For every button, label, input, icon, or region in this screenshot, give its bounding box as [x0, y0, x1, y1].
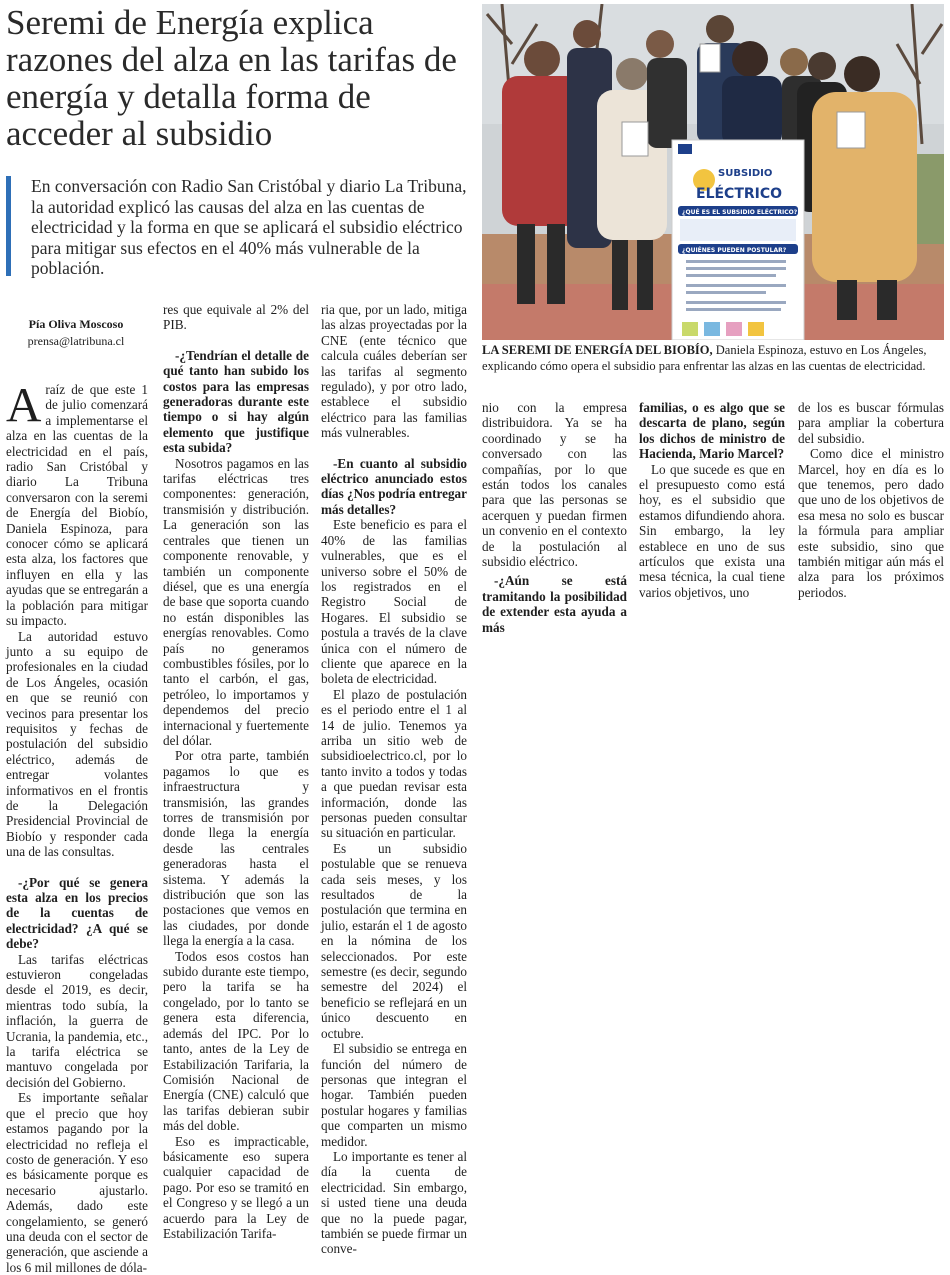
author-email[interactable]: prensa@latribuna.cl — [27, 334, 125, 348]
caption-lead: LA SEREMI DE ENERGÍA DEL BIOBÍO, — [482, 343, 713, 357]
paragraph-text: raíz de que este 1 de julio comenzará a implementarse el alza en las cuentas de la electricidad en el país, radio San Cristóbal y diario La Tribuna conversaron con la seremi de Energía del Biobío, Daniela Espinoza, para conocer cómo se aplicará esta alza, los factores que influyen en ella y las ayudas que se entregarán a la población para mitigar su impacto. — [6, 382, 148, 629]
column-1 — [6, 377, 148, 1275]
caption-text: Daniela Espinoza, estuvo en Los Ángeles, explicando cómo opera el subsidio para enfrentar las alzas en las cuentas de electricidad. — [482, 343, 927, 373]
paragraph: Nosotros pagamos en las tarifas eléctricas tres componentes: generación, transmisión y distribución. La generación son las centrales que tienen un componente renovable, y también un componente diésel, que es una energía de base que soporta cuando no están disponibles las energías renovables. Como país no generamos combustibles fósiles, por lo tanto el carbón, el gas, petróleo, lo importamos y dependemos del precio internacional y fuertemente del dólar. — [163, 455, 309, 748]
paragraph: Lo que sucede es que en el presupuesto como está hoy, es el subsidio que estamos difundiendo ahora. Sin embargo, la ley establece en uno de sus artículos que exista una mesa técnica, la cual tiene varios objetivos, uno — [639, 461, 785, 600]
drop-cap: A — [6, 377, 42, 432]
paragraph: La autoridad estuvo junto a su equipo de profesionales en la ciudad de Los Ángeles, ocasión en que se reunió con vecinos para presentar los requisitos y fechas de postulación del subsidio eléctrico, además de entregar volantes informativos en el frontis de la Delegación Presidencial Provincial de Biobío y responder cada una de las consultas. — [6, 628, 148, 860]
photo-caption — [482, 343, 944, 374]
column-4 — [482, 400, 627, 635]
interview-question: -¿Por qué se genera esta alza en los precios de la cuentas de electricidad? ¿A qué se debe? — [6, 874, 148, 952]
byline — [6, 316, 146, 350]
paragraph: Este beneficio es para el 40% de las familias vulnerables, que es el universo sobre el 50% de los registrados en el Registro Social de Hogares. El subsidio se postula a través de la clave única con el número de cliente que aparece en la boleta de electricidad. — [321, 517, 467, 687]
sign-question-2: ¿QUIÉNES PUEDEN POSTULAR? — [682, 247, 787, 254]
paragraph: Lo importante es tener al día la cuenta de electricidad. Sin embargo, si usted tiene una deuda que no la puede pagar, también se puede firmar un conve- — [321, 1148, 467, 1257]
paragraph: res que equivale al 2% del PIB. — [163, 302, 309, 333]
subsidio-sign — [672, 140, 804, 340]
paragraph: Es importante señalar que el precio que hoy estamos pagando por la electricidad no refleja el costo de generación. Y eso es básicamente porque es necesario ajustarlo. Además, dado este congelamiento, se generó una deuda con el sector de generación, que asciende a los 6 mil millones de dóla- — [6, 1090, 148, 1275]
paragraph: El subsidio se entrega en función del número de personas que integran el hogar. También pueden postular hogares y familias que comparten un mismo medidor. — [321, 1041, 467, 1149]
sign-line1: SUBSIDIO — [718, 168, 773, 179]
paragraph: Por otra parte, también pagamos lo que es infraestructura y transmisión, las grandes torres de transmisión por donde llega la energía desde las centrales generadoras hasta el sistema. Y además la distribución que son las postaciones que vemos en las ciudades, por donde llega la energía a la casa. — [163, 748, 309, 949]
lede-paragraph: En conversación con Radio San Cristóbal y diario La Tribuna, la autoridad explicó las causas del alza en las cuentas de electricidad y la forma en que se aplicará el subsidio eléctrico para mitigar sus efectos en el 40% más vulnerable de la población. — [6, 176, 476, 276]
headline: Seremi de Energía explica razones del alza en las tarifas de energía y detalla forma de acceder al subsidio — [6, 3, 457, 153]
paragraph: El plazo de postulación es el periodo entre el 1 al 14 de julio. Tenemos ya arriba un sitio web de subsidioelectrico.cl, por lo tanto invito a todos y todas a que puedan revisar esta información, donde las personas pueden consultar su situación en particular. — [321, 686, 467, 841]
paragraph: Como dice el ministro Marcel, hoy en día es lo que tenemos, pero dado que uno de los objetivos de esa mesa no solo es buscar la fórmula para ampliar este subsidio, sino que también mitigar aún más el alza para los próximos periodos. — [798, 446, 944, 600]
column-3 — [321, 302, 467, 1257]
interview-question: -En cuanto al subsidio eléctrico anunciado estos días ¿Nos podría entregar más detalles? — [321, 455, 467, 517]
paragraph: ria que, por un lado, mitiga las alzas proyectadas por la CNE (ente técnico que calcula cuáles deberían ser las tarifas al segmento regulado), y por otro lado, establece el subsidio eléctrico para las familias más vulnerables. — [321, 302, 467, 441]
paragraph: nio con la empresa distribuidora. Ya se ha coordinado y se ha conversado con las compañías, por lo que están todos los canales para que las personas se acerquen y puedan firmen un convenio en el contexto de la postulación al subsidio eléctrico. — [482, 400, 627, 570]
paragraph: Es un subsidio postulable que se renueva cada seis meses, y los resultados de la postulación que termina en julio, estarán el 1 de agosto en la nómina de los seleccionados. Por este semestre (es decir, segundo semestre del 2024) el beneficio se reflejará en un único descuento en octubre. — [321, 840, 467, 1041]
author-name: Pía Oliva Moscoso — [28, 317, 124, 331]
sign-question-1: ¿QUÉ ES EL SUBSIDIO ELÉCTRICO? — [682, 209, 798, 216]
paragraph: Eso es impracticable, básicamente eso supera cualquier capacidad de pago. Por eso se tramitó en el Congreso y se llegó a un acuerdo para la Ley de Estabilización Tarifa- — [163, 1133, 309, 1241]
interview-question: familias, o es algo que se descarta de plano, según los dichos de ministro de Hacienda, Mario Marcel? — [639, 400, 785, 462]
interview-question: -¿Tendrían el detalle de qué tanto han subido los costos para las empresas generadoras durante este tiempo o si hay algún elemento que justifique esta subida? — [163, 347, 309, 456]
paragraph: Las tarifas eléctricas estuvieron congeladas desde el 2019, es decir, mientras todo subía, la inflación, la guerra de Ucrania, la pandemia, etc., la tarifa eléctrica se mantuvo congelada por decisión del Gobierno. — [6, 951, 148, 1090]
photo-illustration — [482, 4, 944, 340]
paragraph — [6, 377, 148, 629]
column-5 — [639, 400, 785, 600]
interview-question: -¿Aún se está tramitando la posibilidad de extender esta ayuda a más — [482, 573, 627, 635]
sign-line2: ELÉCTRICO — [696, 186, 783, 202]
paragraph: de los es buscar fórmulas para ampliar la cobertura del subsidio. — [798, 400, 944, 446]
paragraph: Todos esos costos han subido durante este tiempo, pero la tarifa se ha congelado, por lo tanto se genera esta diferencia, además del IPC. Por lo tanto, antes de la Ley de Estabilización Tarifaria, la Comisión Nacional de Energía (CNE) calculó que las tarifas debieran subir más del doble. — [163, 948, 309, 1134]
column-6 — [798, 400, 944, 600]
column-2 — [163, 302, 309, 1241]
news-photo — [482, 4, 944, 340]
